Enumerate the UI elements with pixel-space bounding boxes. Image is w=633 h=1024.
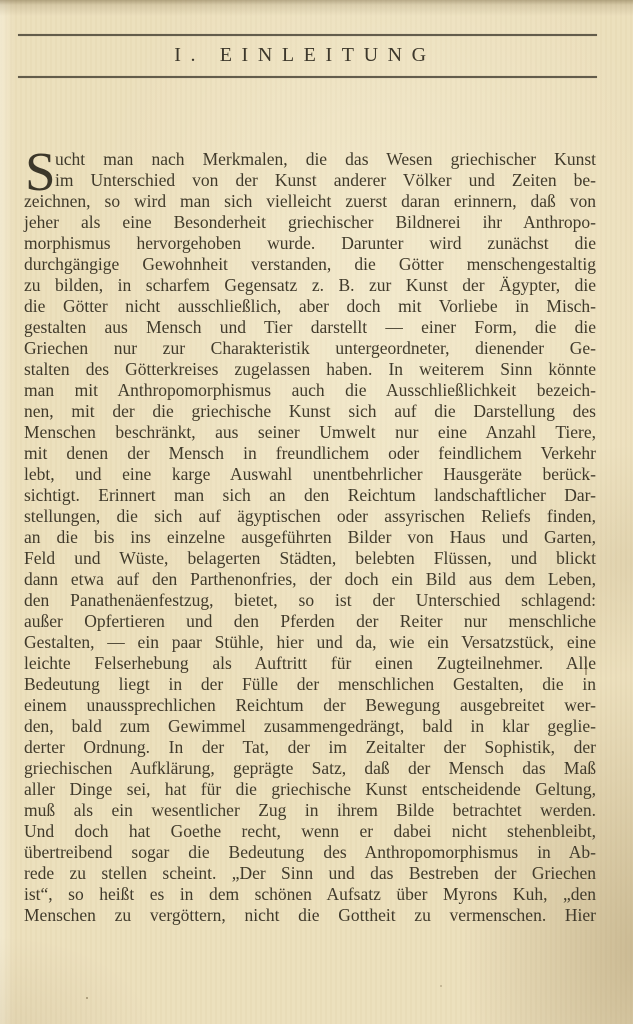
text-line: nen, mit der die griechische Kunst sich auf die Darstellung des (24, 401, 596, 421)
text-line: leichte Felserhebung als Auftritt für einen Zugteilnehmer. Alle (24, 653, 596, 673)
header-rule-bottom (18, 76, 597, 78)
text-line: Bedeutung liegt in der Fülle der menschlichen Gestalten, die in (24, 674, 596, 694)
text-line: stalten des Götterkreises zugelassen haben. In weiterem Sinn könnte (24, 359, 596, 379)
page-title: I. EINLEITUNG (174, 44, 436, 66)
text-line: zeichnen, so wird man sich vielleicht zuerst daran erinnern, daß von (24, 191, 596, 211)
text-line: übertreibend sogar die Bedeutung des Anthropomorphismus in Ab- (24, 842, 596, 862)
text-line: Griechen nur zur Charakteristik untergeordneter, dienender Ge- (24, 338, 596, 358)
text-line: derter Ordnung. In der Tat, der im Zeitalter der Sophistik, der (24, 737, 596, 757)
text-line: gestalten aus Mensch und Tier darstellt — einer Form, die die (24, 317, 596, 337)
text-line: aller Dinge sei, hat für die griechische Kunst entscheidende Geltung, (24, 779, 596, 799)
text-line: sichtigt. Erinnert man sich an den Reichtum landschaftlicher Dar- (24, 485, 596, 505)
scan-speck (440, 985, 442, 987)
text-line: rede zu stellen scheint. „Der Sinn und das Bestreben der Griechen (24, 863, 596, 883)
text-line: morphismus hervorgehoben wurde. Darunter wird zunächst die (24, 233, 596, 253)
text-line: außer Opfertieren und den Pferden der Reiter nur menschliche (24, 611, 596, 631)
scan-speck (86, 997, 88, 999)
text-line: Menschen zu vergöttern, nicht die Gottheit zu vermenschen. Hier (24, 905, 596, 925)
text-line: an die bis ins einzelne ausgeführten Bilder von Haus und Garten, (24, 527, 596, 547)
text-line: Und doch hat Goethe recht, wenn er dabei nicht stehenbleibt, (24, 821, 596, 841)
text-line: ist“, so heißt es in dem schönen Aufsatz über Myrons Kuh, „den (24, 884, 596, 904)
header-rule-top (18, 34, 597, 36)
text-line: im Unterschied von der Kunst anderer Völker und Zeiten be- (55, 170, 596, 190)
text-line: stellungen, die sich auf ägyptischen oder assyrischen Reliefs finden, (24, 506, 596, 526)
text-line: Feld und Wüste, belagerten Städten, belebten Flüssen, und blickt (24, 548, 596, 568)
text-line: muß als ein wesentlicher Zug in ihrem Bilde betrachtet werden. (24, 800, 596, 820)
text-line: zu bilden, in scharfem Gegensatz z. B. zur Kunst der Ägypter, die (24, 275, 596, 295)
text-line: mit denen der Mensch in freundlichem oder feindlichem Verkehr (24, 443, 596, 463)
text-line: lebt, und eine karge Auswahl unentbehrlicher Hausgeräte berück- (24, 464, 596, 484)
drop-cap: S (25, 141, 56, 202)
text-line: Menschen beschränkt, aus seiner Umwelt nur eine Anzahl Tiere, (24, 422, 596, 442)
text-line: einem unaussprechlichen Reichtum der Bewegung ausgebreitet wer- (24, 695, 596, 715)
text-block-lines (24, 141, 596, 926)
text-line: durchgängige Gewohnheit verstanden, die Götter menschengestaltig (24, 254, 596, 274)
text-line: Gestalten, — ein paar Stühle, hier und da, wie ein Versatzstück, eine (24, 632, 596, 652)
text-line: man mit Anthropomorphismus auch die Ausschließlichkeit bezeich- (24, 380, 596, 400)
text-line: ucht man nach Merkmalen, die das Wesen griechischer Kunst (55, 149, 596, 169)
text-line: jeher als eine Besonderheit griechischer Bildnerei ihr Anthropo- (24, 212, 596, 232)
text-block (24, 141, 596, 926)
scan-artifact (585, 666, 587, 675)
text-line: den, bald zum Gewimmel zusammengedrängt, bald in klar geglie- (24, 716, 596, 736)
text-line: dann etwa auf den Parthenonfries, der doch ein Bild aus dem Leben, (24, 569, 596, 589)
text-line: griechischen Aufklärung, geprägte Satz, daß der Mensch das Maß (24, 758, 596, 778)
text-line: die Götter nicht ausschließlich, aber doch mit Vorliebe in Misch- (24, 296, 596, 316)
scan-speck (520, 300, 522, 302)
text-line: den Panathenäenfestzug, bietet, so ist der Unterschied schlagend: (24, 590, 596, 610)
